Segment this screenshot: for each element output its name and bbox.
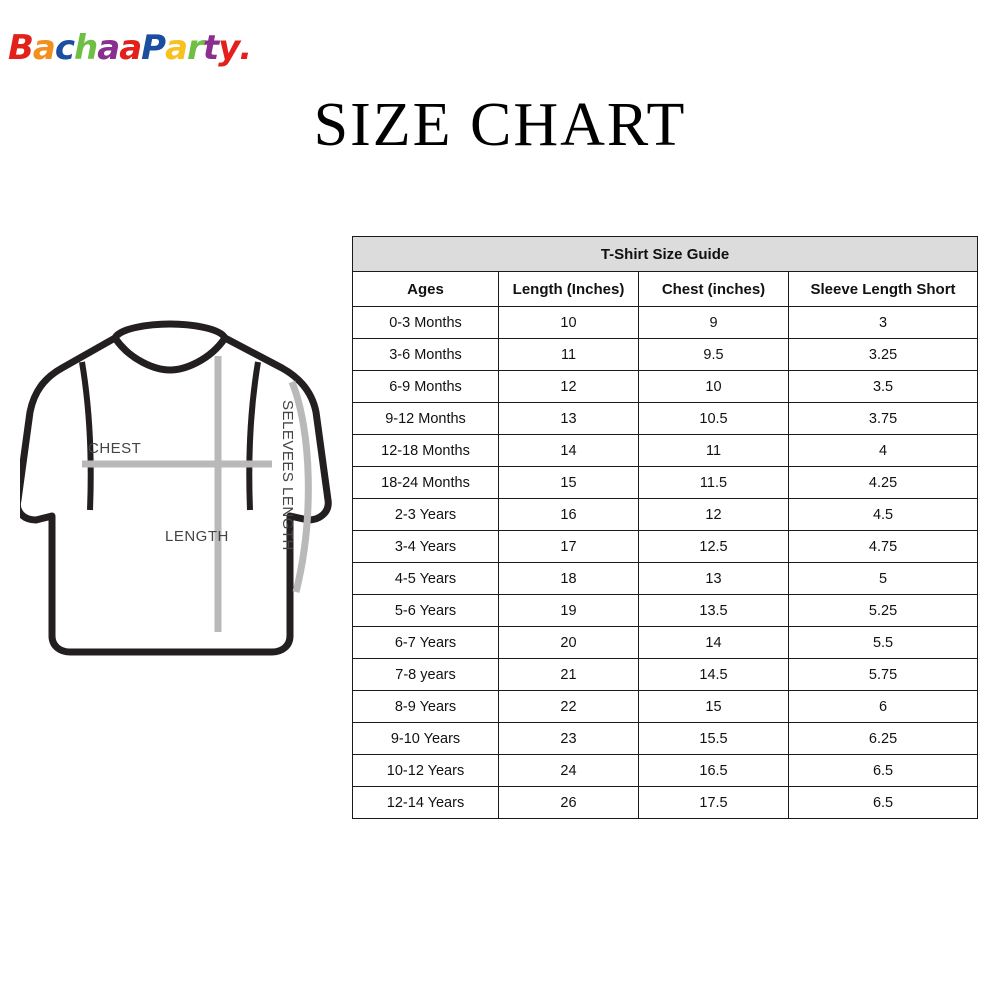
table-cell: 9-12 Months	[353, 403, 499, 435]
label-chest: CHEST	[88, 440, 142, 457]
table-cell: 15	[499, 467, 639, 499]
table-cell: 0-3 Months	[353, 307, 499, 339]
table-cell: 15	[639, 691, 789, 723]
column-header-sleeve: Sleeve Length Short	[789, 272, 978, 307]
table-cell: 3-4 Years	[353, 531, 499, 563]
table-cell: 4-5 Years	[353, 563, 499, 595]
table-row	[353, 339, 978, 371]
table-cell: 6	[789, 691, 978, 723]
table-cell: 5.5	[789, 627, 978, 659]
table-row	[353, 787, 978, 819]
table-row	[353, 691, 978, 723]
table-cell: 16.5	[639, 755, 789, 787]
logo-letter: t	[202, 28, 219, 68]
table-cell: 12-18 Months	[353, 435, 499, 467]
table-cell: 17	[499, 531, 639, 563]
table-cell: 23	[499, 723, 639, 755]
column-header-length: Length (Inches)	[499, 272, 639, 307]
table-cell: 11	[639, 435, 789, 467]
table-cell: 24	[499, 755, 639, 787]
table-row	[353, 307, 978, 339]
logo-dot: .	[239, 28, 252, 68]
table-cell: 9.5	[639, 339, 789, 371]
size-chart-table	[352, 236, 978, 819]
table-row	[353, 595, 978, 627]
table-cell: 5.25	[789, 595, 978, 627]
table-cell: 2-3 Years	[353, 499, 499, 531]
logo-letter: a	[32, 28, 55, 68]
table-cell: 3.5	[789, 371, 978, 403]
table-row	[353, 531, 978, 563]
size-chart-table-wrapper	[352, 236, 977, 819]
table-cell: 6.25	[789, 723, 978, 755]
table-cell: 7-8 years	[353, 659, 499, 691]
table-cell: 6.5	[789, 787, 978, 819]
table-cell: 22	[499, 691, 639, 723]
label-sleeve: SELEVEES LENGTH	[279, 400, 296, 551]
table-cell: 16	[499, 499, 639, 531]
table-row	[353, 403, 978, 435]
table-cell: 8-9 Years	[353, 691, 499, 723]
table-cell: 14.5	[639, 659, 789, 691]
table-cell: 10.5	[639, 403, 789, 435]
brand-logo-text	[8, 18, 258, 78]
table-cell: 3-6 Months	[353, 339, 499, 371]
table-cell: 12-14 Years	[353, 787, 499, 819]
table-cell: 11	[499, 339, 639, 371]
logo-letter: y	[218, 28, 240, 68]
table-cell: 11.5	[639, 467, 789, 499]
table-cell: 18	[499, 563, 639, 595]
table-row	[353, 467, 978, 499]
column-header-ages: Ages	[353, 272, 499, 307]
table-cell: 18-24 Months	[353, 467, 499, 499]
table-cell: 6-9 Months	[353, 371, 499, 403]
table-row	[353, 627, 978, 659]
label-length: LENGTH	[165, 528, 229, 545]
table-cell: 3	[789, 307, 978, 339]
table-header-row	[353, 272, 978, 307]
logo-letter: a	[97, 28, 120, 68]
table-row	[353, 371, 978, 403]
logo-letter: c	[54, 28, 75, 68]
table-cell: 13.5	[639, 595, 789, 627]
table-cell: 12	[499, 371, 639, 403]
table-cell: 21	[499, 659, 639, 691]
table-cell: 14	[499, 435, 639, 467]
table-cell: 15.5	[639, 723, 789, 755]
logo-letter: B	[8, 28, 33, 68]
table-cell: 26	[499, 787, 639, 819]
column-header-chest: Chest (inches)	[639, 272, 789, 307]
table-cell: 3.25	[789, 339, 978, 371]
table-cell: 5-6 Years	[353, 595, 499, 627]
table-cell: 13	[639, 563, 789, 595]
table-cell: 14	[639, 627, 789, 659]
table-cell: 10	[639, 371, 789, 403]
logo-letter: a	[119, 28, 142, 68]
table-row	[353, 723, 978, 755]
logo-letter: P	[141, 28, 166, 68]
logo-letter: a	[165, 28, 188, 68]
table-cell: 19	[499, 595, 639, 627]
page-title: SIZE CHART	[313, 91, 687, 159]
table-cell: 10	[499, 307, 639, 339]
logo-letter: r	[187, 28, 203, 68]
table-cell: 10-12 Years	[353, 755, 499, 787]
table-cell: 6.5	[789, 755, 978, 787]
table-row	[353, 563, 978, 595]
table-row	[353, 659, 978, 691]
table-cell: 4.75	[789, 531, 978, 563]
table-row	[353, 755, 978, 787]
table-cell: 4.5	[789, 499, 978, 531]
table-cell: 3.75	[789, 403, 978, 435]
table-cell: 9	[639, 307, 789, 339]
table-cell: 9-10 Years	[353, 723, 499, 755]
table-row	[353, 499, 978, 531]
table-cell: 12.5	[639, 531, 789, 563]
table-cell: 17.5	[639, 787, 789, 819]
brand-logo	[8, 18, 258, 78]
table-title: T-Shirt Size Guide	[353, 237, 978, 272]
table-cell: 5	[789, 563, 978, 595]
table-cell: 5.75	[789, 659, 978, 691]
table-row	[353, 435, 978, 467]
table-cell: 13	[499, 403, 639, 435]
logo-letter: h	[74, 28, 98, 68]
t-shirt-diagram	[20, 320, 350, 680]
table-cell: 4	[789, 435, 978, 467]
table-cell: 6-7 Years	[353, 627, 499, 659]
table-cell: 4.25	[789, 467, 978, 499]
table-cell: 20	[499, 627, 639, 659]
table-cell: 12	[639, 499, 789, 531]
table-title-row	[353, 237, 978, 272]
